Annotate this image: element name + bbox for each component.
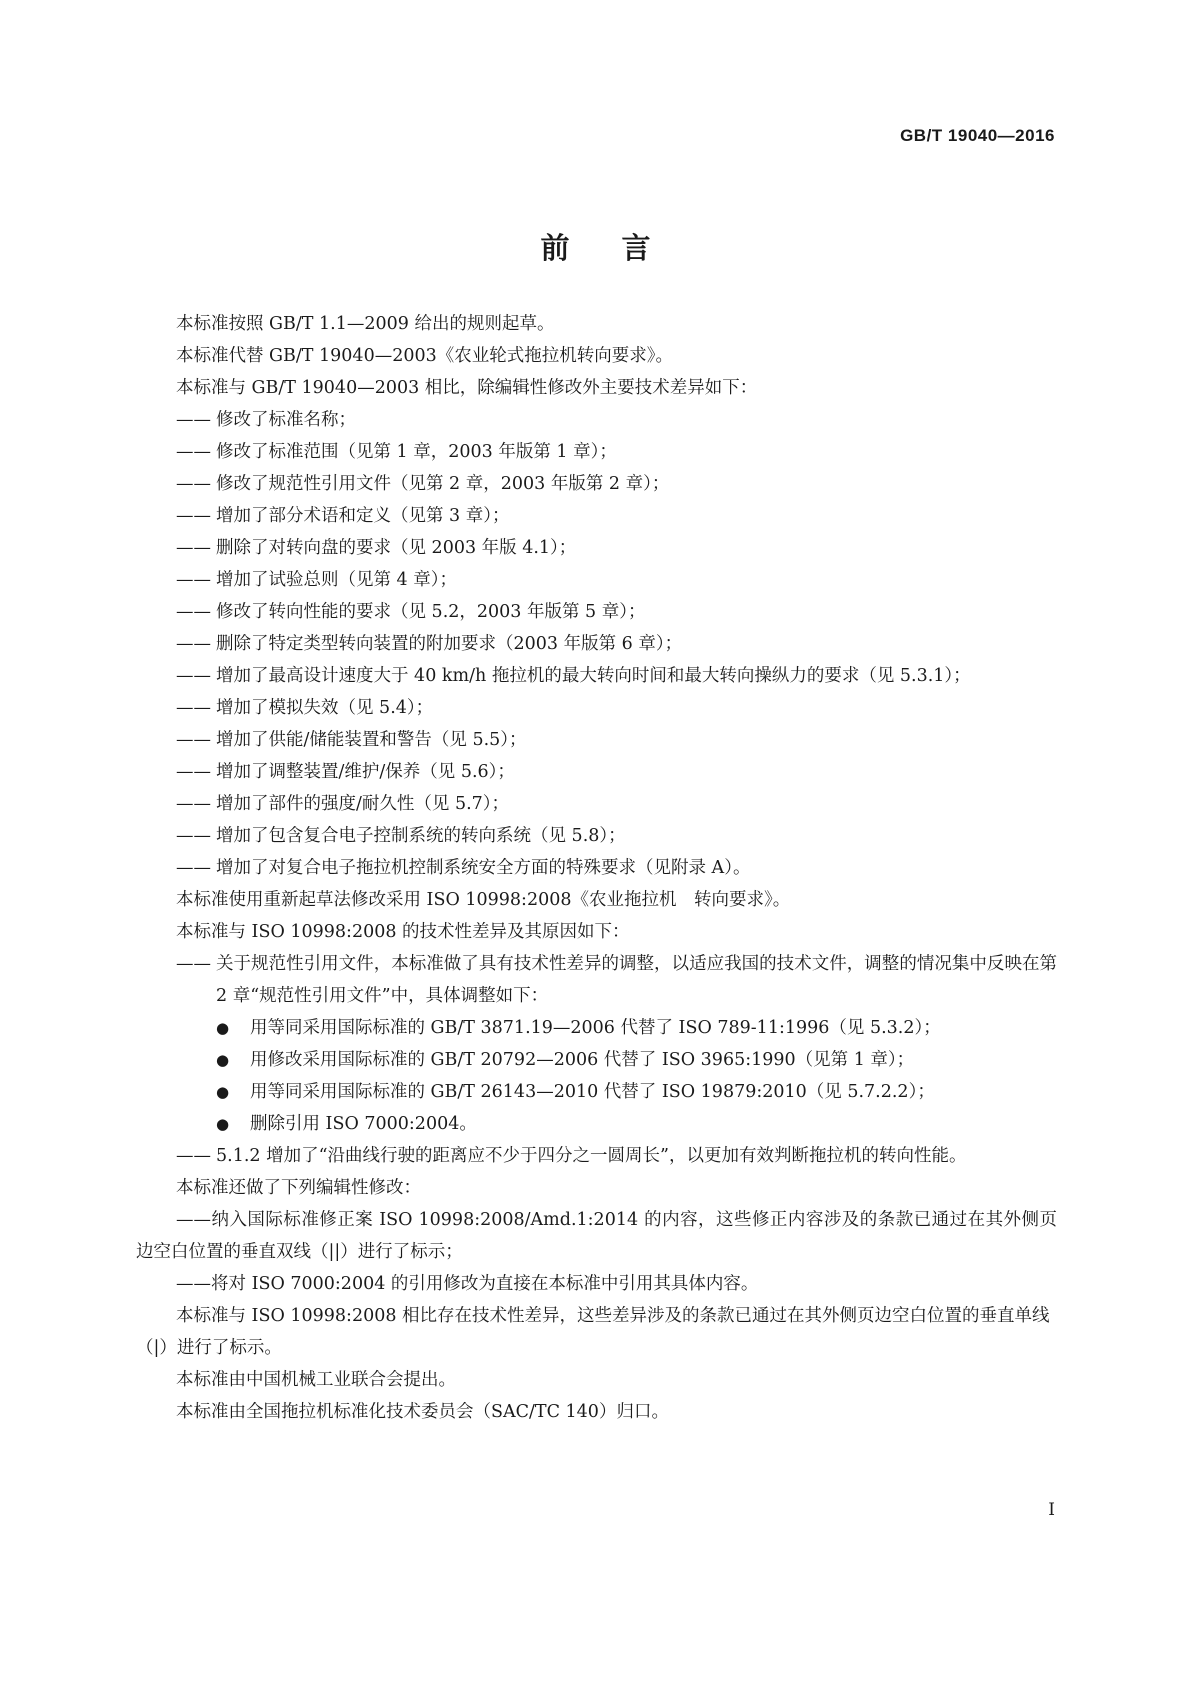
iso-differences-list bbox=[136, 948, 1057, 1172]
dash-marker: —— bbox=[176, 474, 211, 494]
dash-marker: —— bbox=[176, 730, 211, 750]
list-item: —— 增加了供能/储能装置和警告（见 5.5）； bbox=[136, 724, 1057, 756]
list-item: —— 修改了标准名称； bbox=[136, 404, 1057, 436]
standard-code: GB/T 19040—2016 bbox=[900, 126, 1055, 145]
dash-marker: —— bbox=[176, 570, 211, 590]
dash-marker: —— bbox=[176, 506, 211, 526]
dash-marker: —— bbox=[176, 698, 211, 718]
list-item: —— 修改了规范性引用文件（见第 2 章，2003 年版第 2 章）； bbox=[136, 468, 1057, 500]
paragraph: 本标准代替 GB/T 19040—2003《农业轮式拖拉机转向要求》。 bbox=[176, 346, 673, 366]
page-title: 前言 bbox=[540, 231, 703, 265]
list-item: —— 增加了部件的强度/耐久性（见 5.7）； bbox=[136, 788, 1057, 820]
bullet-icon: ● bbox=[216, 1083, 230, 1101]
dash-marker: —— bbox=[176, 410, 211, 430]
editorial-list bbox=[136, 1204, 1057, 1300]
paragraph: 本标准使用重新起草法修改采用 ISO 10998:2008《农业拖拉机 转向要求》。 bbox=[176, 890, 791, 910]
list-item: —— 增加了模拟失效（见 5.4）； bbox=[136, 692, 1057, 724]
paragraph: 本标准与 GB/T 19040—2003 相比，除编辑性修改外主要技术差异如下： bbox=[176, 378, 758, 398]
bullet-icon: ● bbox=[216, 1115, 230, 1133]
bullet-item: ● 用等同采用国际标准的 GB/T 3871.19—2006 代替了 ISO 789-11:1996（见 5.3.2）； bbox=[136, 1012, 1057, 1044]
dash-marker: —— bbox=[176, 634, 211, 654]
list-item: —— 5.1.2 增加了“沿曲线行驶的距离应不少于四分之一圆周长”，以更加有效判断拖拉机的转向性能。 bbox=[136, 1140, 1057, 1172]
list-item: —— 增加了调整装置/维护/保养（见 5.6）； bbox=[136, 756, 1057, 788]
list-item: —— 关于规范性引用文件，本标准做了具有技术性差异的调整，以适应我国的技术文件，调整的情况集中反映在第 2 章“规范性引用文件”中，具体调整如下： bbox=[136, 948, 1057, 1012]
paragraph: 本标准按照 GB/T 1.1—2009 给出的规则起草。 bbox=[176, 314, 555, 334]
paragraph: 本标准由全国拖拉机标准化技术委员会（SAC/TC 140）归口。 bbox=[176, 1402, 669, 1422]
dash-marker: —— bbox=[176, 1210, 211, 1230]
dash-marker: —— bbox=[176, 826, 211, 846]
dash-marker: —— bbox=[176, 762, 211, 782]
dash-marker: —— bbox=[176, 602, 211, 622]
bullet-item: ● 用修改采用国际标准的 GB/T 20792—2006 代替了 ISO 3965:1990（见第 1 章）； bbox=[136, 1044, 1057, 1076]
foreword-body bbox=[136, 308, 1057, 1428]
list-item: —— 增加了对复合电子拖拉机控制系统安全方面的特殊要求（见附录 A）。 bbox=[136, 852, 1057, 884]
bullet-item: ● 用等同采用国际标准的 GB/T 26143—2010 代替了 ISO 19879:2010（见 5.7.2.2）； bbox=[136, 1076, 1057, 1108]
paragraph: 本标准由中国机械工业联合会提出。 bbox=[176, 1370, 456, 1390]
list-item: ——纳入国际标准修正案 ISO 10998:2008/Amd.1:2014 的内容，这些修正内容涉及的条款已通过在其外侧页边空白位置的垂直双线（||）进行了标示； bbox=[136, 1210, 1057, 1262]
list-item: ——将对 ISO 7000:2004 的引用修改为直接在本标准中引用其具体内容。 bbox=[176, 1274, 759, 1294]
dash-marker: —— bbox=[176, 954, 211, 974]
list-item: —— 删除了特定类型转向装置的附加要求（2003 年版第 6 章）； bbox=[136, 628, 1057, 660]
dash-marker: —— bbox=[176, 794, 211, 814]
dash-marker: —— bbox=[176, 1274, 211, 1294]
dash-marker: —— bbox=[176, 666, 211, 686]
bullet-icon: ● bbox=[216, 1051, 230, 1069]
list-item: —— 修改了转向性能的要求（见 5.2，2003 年版第 5 章）； bbox=[136, 596, 1057, 628]
bullet-icon: ● bbox=[216, 1019, 230, 1037]
page-number: I bbox=[1048, 1500, 1055, 1520]
dash-marker: —— bbox=[176, 1146, 211, 1166]
paragraph: 本标准与 ISO 10998:2008 相比存在技术性差异，这些差异涉及的条款已通过在其外侧页边空白位置的垂直单线（|）进行了标示。 bbox=[136, 1306, 1050, 1358]
list-item: —— 增加了部分术语和定义（见第 3 章）； bbox=[136, 500, 1057, 532]
paragraph: 本标准与 ISO 10998:2008 的技术性差异及其原因如下： bbox=[176, 922, 630, 942]
changes-list bbox=[136, 404, 1057, 884]
dash-marker: —— bbox=[176, 442, 211, 462]
list-item: —— 删除了对转向盘的要求（见 2003 年版 4.1）； bbox=[136, 532, 1057, 564]
dash-marker: —— bbox=[176, 858, 211, 878]
list-item: —— 增加了最高设计速度大于 40 km/h 拖拉机的最大转向时间和最大转向操纵力的要求（见 5.3.1）； bbox=[136, 660, 1057, 692]
paragraph: 本标准还做了下列编辑性修改： bbox=[176, 1178, 421, 1198]
bullet-item: ● 删除引用 ISO 7000:2004。 bbox=[136, 1108, 1057, 1140]
dash-marker: —— bbox=[176, 538, 211, 558]
list-item: —— 修改了标准范围（见第 1 章，2003 年版第 1 章）； bbox=[136, 436, 1057, 468]
list-item: —— 增加了试验总则（见第 4 章）； bbox=[136, 564, 1057, 596]
list-item: —— 增加了包含复合电子控制系统的转向系统（见 5.8）； bbox=[136, 820, 1057, 852]
